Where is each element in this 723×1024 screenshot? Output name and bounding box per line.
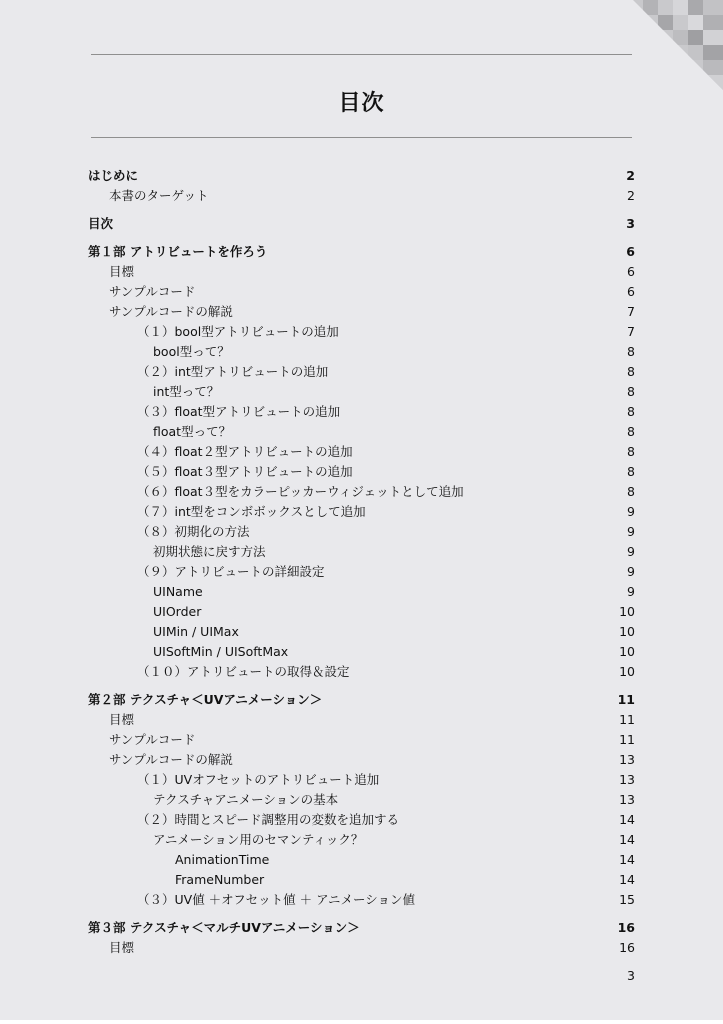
toc-entry-page: 6 [626,244,635,259]
toc-entry[interactable] [0,282,723,302]
toc-entry-title: 第３部 テクスチャ＜マルチUVアニメーション＞ [88,920,360,935]
toc-entry-title: 目標 [109,264,135,279]
toc-entry-title: アニメーション用のセマンティック？ [153,832,364,847]
toc-entry-page: 14 [619,872,635,887]
toc-entry-page: 8 [627,364,635,379]
toc-entry[interactable] [0,890,723,910]
toc-entry[interactable] [0,690,723,710]
toc-entry-title: 目標 [109,712,135,727]
toc-entry-page: 6 [627,264,635,279]
toc-entry-title: （６）float３型をカラーピッカーウィジェットとして追加 [137,484,464,499]
toc-entry[interactable] [0,482,723,502]
toc-entry-page: 16 [619,940,635,955]
toc-entry-title: （８）初期化の方法 [137,524,250,539]
toc-entry[interactable] [0,918,723,938]
toc-entry-title: テクスチャアニメーションの基本 [153,792,339,807]
toc-entry[interactable] [0,730,723,750]
toc-entry[interactable] [0,322,723,342]
toc-entry[interactable] [0,214,723,234]
toc-entry-title: （１）bool型アトリビュートの追加 [137,324,339,339]
toc-entry-page: 2 [627,188,635,203]
toc-entry-page: 14 [619,812,635,827]
toc-entry-title: float型って？ [153,424,232,439]
toc-entry-page: 10 [619,664,635,679]
toc-entry-page: 7 [627,324,635,339]
toc-entry[interactable] [0,166,723,186]
toc-entry[interactable] [0,242,723,262]
toc-entry[interactable] [0,870,723,890]
toc-entry-title: UIMin / UIMax [153,624,239,639]
toc-entry-page: 8 [627,464,635,479]
toc-entry-page: 8 [627,424,635,439]
toc-entry-title: （２）時間とスピード調整用の変数を追加する [137,812,400,827]
toc-entry[interactable] [0,462,723,482]
toc-entry[interactable] [0,186,723,206]
toc-entry-page: 9 [627,504,635,519]
toc-entry-page: 10 [619,624,635,639]
toc-entry-title: 第１部 アトリビュートを作ろう [88,244,268,259]
page-title: 目次 [338,91,385,116]
toc-entry-page: 8 [627,444,635,459]
toc-entry-page: 8 [627,484,635,499]
toc-entry[interactable] [0,710,723,730]
toc-entry[interactable] [0,362,723,382]
toc-entry-page: 9 [627,544,635,559]
toc-entry[interactable] [0,602,723,622]
toc-entry-page: 6 [627,284,635,299]
toc-entry[interactable] [0,342,723,362]
toc-entry-page: 9 [627,584,635,599]
toc-entry-title: 第２部 テクスチャ＜UVアニメーション＞ [88,692,323,707]
toc-entry-title: UISoftMin / UISoftMax [153,644,289,659]
toc-entry-page: 11 [619,712,635,727]
toc-entry-title: 本書のターゲット [109,188,209,203]
toc-entry-title: （９）アトリビュートの詳細設定 [137,564,325,579]
top-rule [91,54,632,55]
toc-entry[interactable] [0,750,723,770]
toc-entry-title: （１）UVオフセットのアトリビュート追加 [137,772,380,787]
toc-entry[interactable] [0,622,723,642]
page-bottom-edge [0,1020,723,1024]
toc-entry-page: 7 [627,304,635,319]
toc-entry-title: bool型って？ [153,344,230,359]
toc-entry-title: （１０）アトリビュートの取得＆設定 [137,664,350,679]
toc-entry[interactable] [0,382,723,402]
toc-entry-title: UIName [153,584,203,599]
toc-entry[interactable] [0,810,723,830]
toc-entry[interactable] [0,522,723,542]
page-number: 3 [627,968,635,983]
toc-entry-title: UIOrder [153,604,202,619]
toc-entry-title: （３）float型アトリビュートの追加 [137,404,341,419]
toc-entry[interactable] [0,562,723,582]
toc-entry-page: 14 [619,832,635,847]
toc-entry[interactable] [0,642,723,662]
toc-entry[interactable] [0,422,723,442]
toc-entry-page: 8 [627,384,635,399]
toc-entry-title: サンプルコードの解説 [109,304,233,319]
toc-entry[interactable] [0,662,723,682]
toc-entry[interactable] [0,542,723,562]
toc-entry-page: 2 [626,168,635,183]
toc-entry-page: 13 [619,752,635,767]
toc-entry-title: int型って？ [153,384,220,399]
toc-entry-title: （７）int型をコンボボックスとして追加 [137,504,366,519]
toc-entry[interactable] [0,262,723,282]
toc-entry[interactable] [0,770,723,790]
toc-entry-page: 14 [619,852,635,867]
toc-entry-title: 初期状態に戻す方法 [153,544,266,559]
toc-entry-title: 目次 [88,216,114,231]
toc-entry-title: （４）float２型アトリビュートの追加 [137,444,353,459]
bottom-rule [91,137,632,138]
toc-entry-page: 10 [619,644,635,659]
page-corner-decoration [633,0,723,90]
toc-entry-page: 11 [619,732,635,747]
toc-entry[interactable] [0,502,723,522]
toc-entry[interactable] [0,938,723,958]
toc-entry[interactable] [0,830,723,850]
toc-entry-title: はじめに [88,168,139,183]
toc-entry-title: （３）UV値 ＋オフセット値 ＋ アニメーション値 [137,892,415,907]
toc-entry[interactable] [0,582,723,602]
toc-entry-page: 16 [617,920,635,935]
toc-entry[interactable] [0,402,723,422]
toc-entry[interactable] [0,442,723,462]
toc-entry-title: AnimationTime [175,852,270,867]
toc-entry-page: 9 [627,524,635,539]
toc-entry-title: （５）float３型アトリビュートの追加 [137,464,353,479]
toc-entry-page: 13 [619,792,635,807]
toc-entry-title: サンプルコード [109,284,196,299]
toc-entry-page: 10 [619,604,635,619]
toc-entry-title: 目標 [109,940,135,955]
toc-entry-page: 3 [626,216,635,231]
toc-entry-page: 8 [627,404,635,419]
toc-entry-page: 9 [627,564,635,579]
toc-entry-title: （２）int型アトリビュートの追加 [137,364,329,379]
toc-entry-title: サンプルコード [109,732,196,747]
toc-entry[interactable] [0,850,723,870]
toc-entry-title: FrameNumber [175,872,265,887]
toc-entry-title: サンプルコードの解説 [109,752,233,767]
toc-entry[interactable] [0,302,723,322]
toc-entry-page: 15 [619,892,635,907]
toc-entry-page: 11 [617,692,635,707]
toc-entry[interactable] [0,790,723,810]
toc-entry-page: 8 [627,344,635,359]
toc-entry-page: 13 [619,772,635,787]
